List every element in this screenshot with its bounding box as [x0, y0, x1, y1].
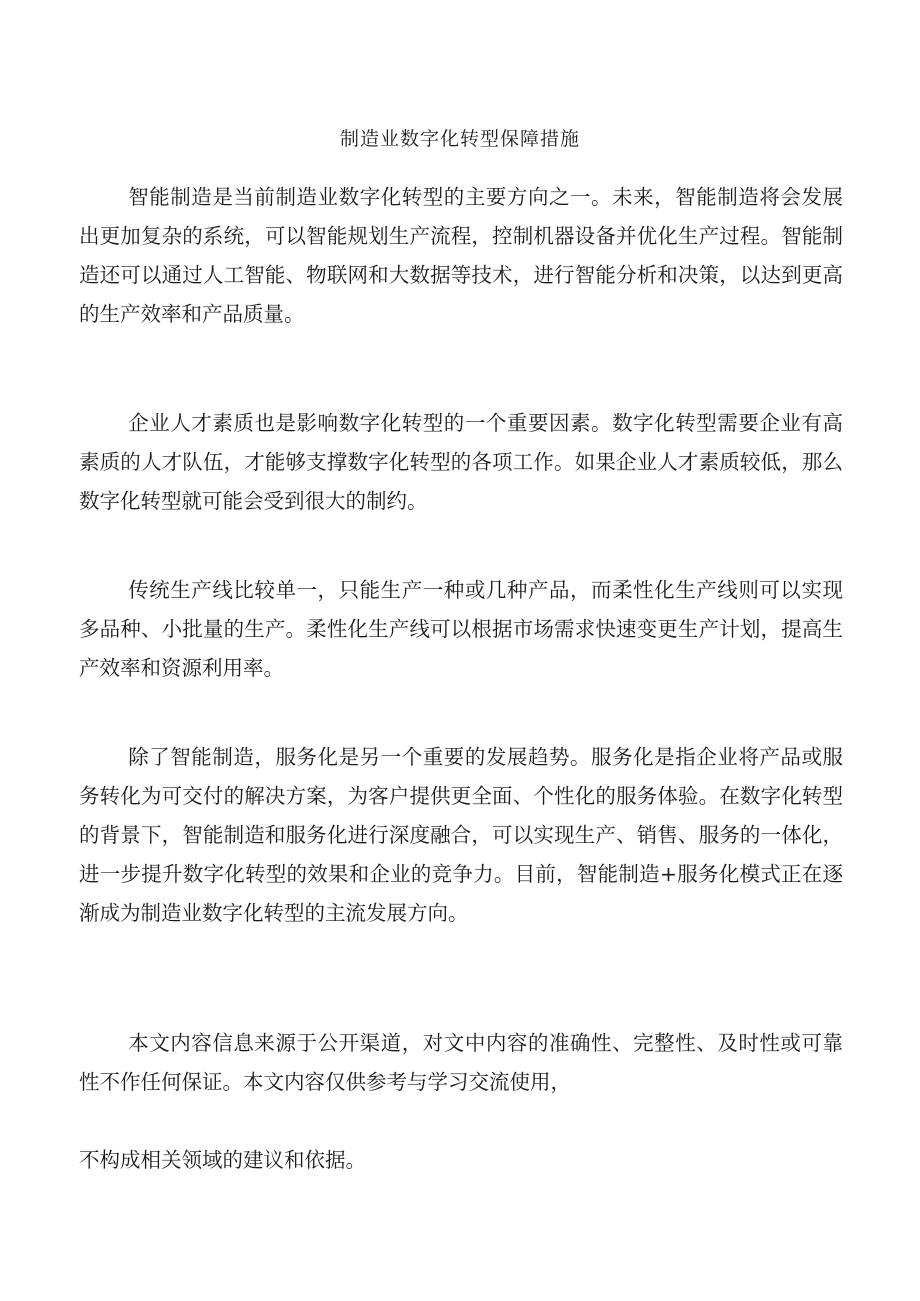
disclaimer-closing-line: 不构成相关领域的建议和依据。: [79, 1148, 366, 1172]
paragraph-talent-quality: 企业人才素质也是影响数字化转型的一个重要因素。数字化转型需要企业有高素质的人才队伍，才能够支撑数字化转型的各项工作。如果企业人才素质较低，那么数字化转型就可能会受到很大的制约。: [79, 411, 843, 513]
paragraph-disclaimer: 本文内容信息来源于公开渠道，对文中内容的准确性、完整性、及时性或可靠性不作任何保证。本文内容仅供参考与学习交流使用，: [79, 1031, 843, 1094]
paragraph-intelligent-manufacturing: 智能制造是当前制造业数字化转型的主要方向之一。未来，智能制造将会发展出更加复杂的系统，可以智能规划生产流程，控制机器设备并优化生产过程。智能制造还可以通过人工智能、物联网和大数据等技术，进行智能分析和决策，以达到更高的生产效率和产品质量。: [79, 185, 843, 326]
paragraph-flexible-production: 传统生产线比较单一，只能生产一种或几种产品，而柔性化生产线则可以实现多品种、小批量的生产。柔性化生产线可以根据市场需求快速变更生产计划，提高生产效率和资源利用率。: [79, 578, 843, 680]
paragraph-servitization: 除了智能制造，服务化是另一个重要的发展趋势。服务化是指企业将产品或服务转化为可交付的解决方案，为客户提供更全面、个性化的服务体验。在数字化转型的背景下，智能制造和服务化进行深度融合，可以实现生产、销售、服务的一体化，进一步提升数字化转型的效果和企业的竞争力。目前，智能制造+服务化模式正在逐渐成为制造业数字化转型的主流发展方向。: [79, 745, 843, 925]
page-title: 制造业数字化转型保障措施: [339, 128, 580, 150]
